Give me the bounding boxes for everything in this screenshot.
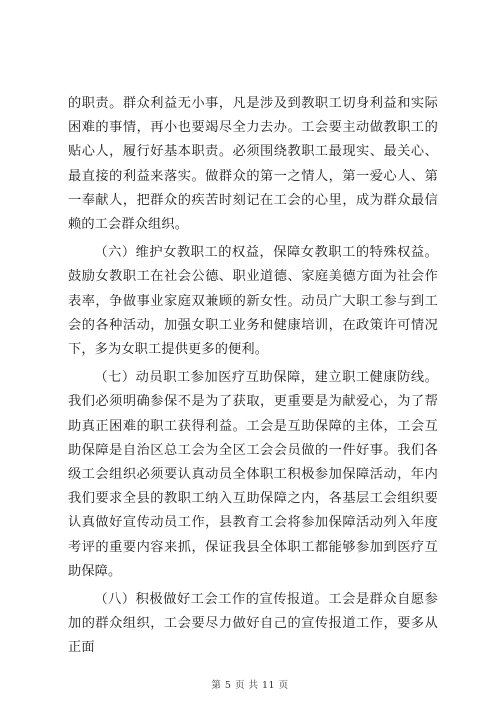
paragraph-section-6: （六）维护女教职工的权益，保障女教职工的特殊权益。鼓励女教职工在社会公德、职业道德、家庭美德方面为社会作表率，争做事业家庭双兼顾的新女性。动员广大职工参与到工会的各种活动，加强女职工业务和健康培训，在政策许可情况下，多为女职工提供更多的便利。 <box>68 245 438 358</box>
paragraph-section-8: （八）积极做好工会工作的宣传报道。工会是群众自愿参加的群众组织，工会要尽力做好自己的宣传报道工作，要多从正面 <box>68 592 438 656</box>
paragraph-section-7: （七）动员职工参加医疗互助保障，建立职工健康防线。我们必须明确参保不是为了获取，更重要是为献爱心，为了帮助真正困难的职工获得利益。工会是互助保障的主体，工会互助保障是自治区总工会为全区工会会员做的一件好事。我们各级工会组织必须要认真动员全体职工积极参加保障活动，年内我们要求全县的教职工纳入互助保障之内，各基层工会组织要认真做好宣传动员工作，县教育工会将参加保障活动列入年度考评的重要内容来抓，保证我县全体职工都能够参加到医疗互助保障。 <box>68 370 438 579</box>
page-footer: 第 5 页 共 11 页 <box>211 680 289 691</box>
paragraph-continued: 的职责。群众利益无小事，凡是涉及到教职工切身利益和实际困难的事情，再小也要竭尽全力去办。工会要主动做教职工的贴心人，履行好基本职责。必须围绕教职工最现实、最关心、最直接的利益来落实。做群众的第一之情人，第一爱心人、第一奉献人，把群众的疾苦时刻记在工会的心里，成为群众最信赖的工会群众组织。 <box>68 96 438 233</box>
body-text <box>68 92 438 665</box>
